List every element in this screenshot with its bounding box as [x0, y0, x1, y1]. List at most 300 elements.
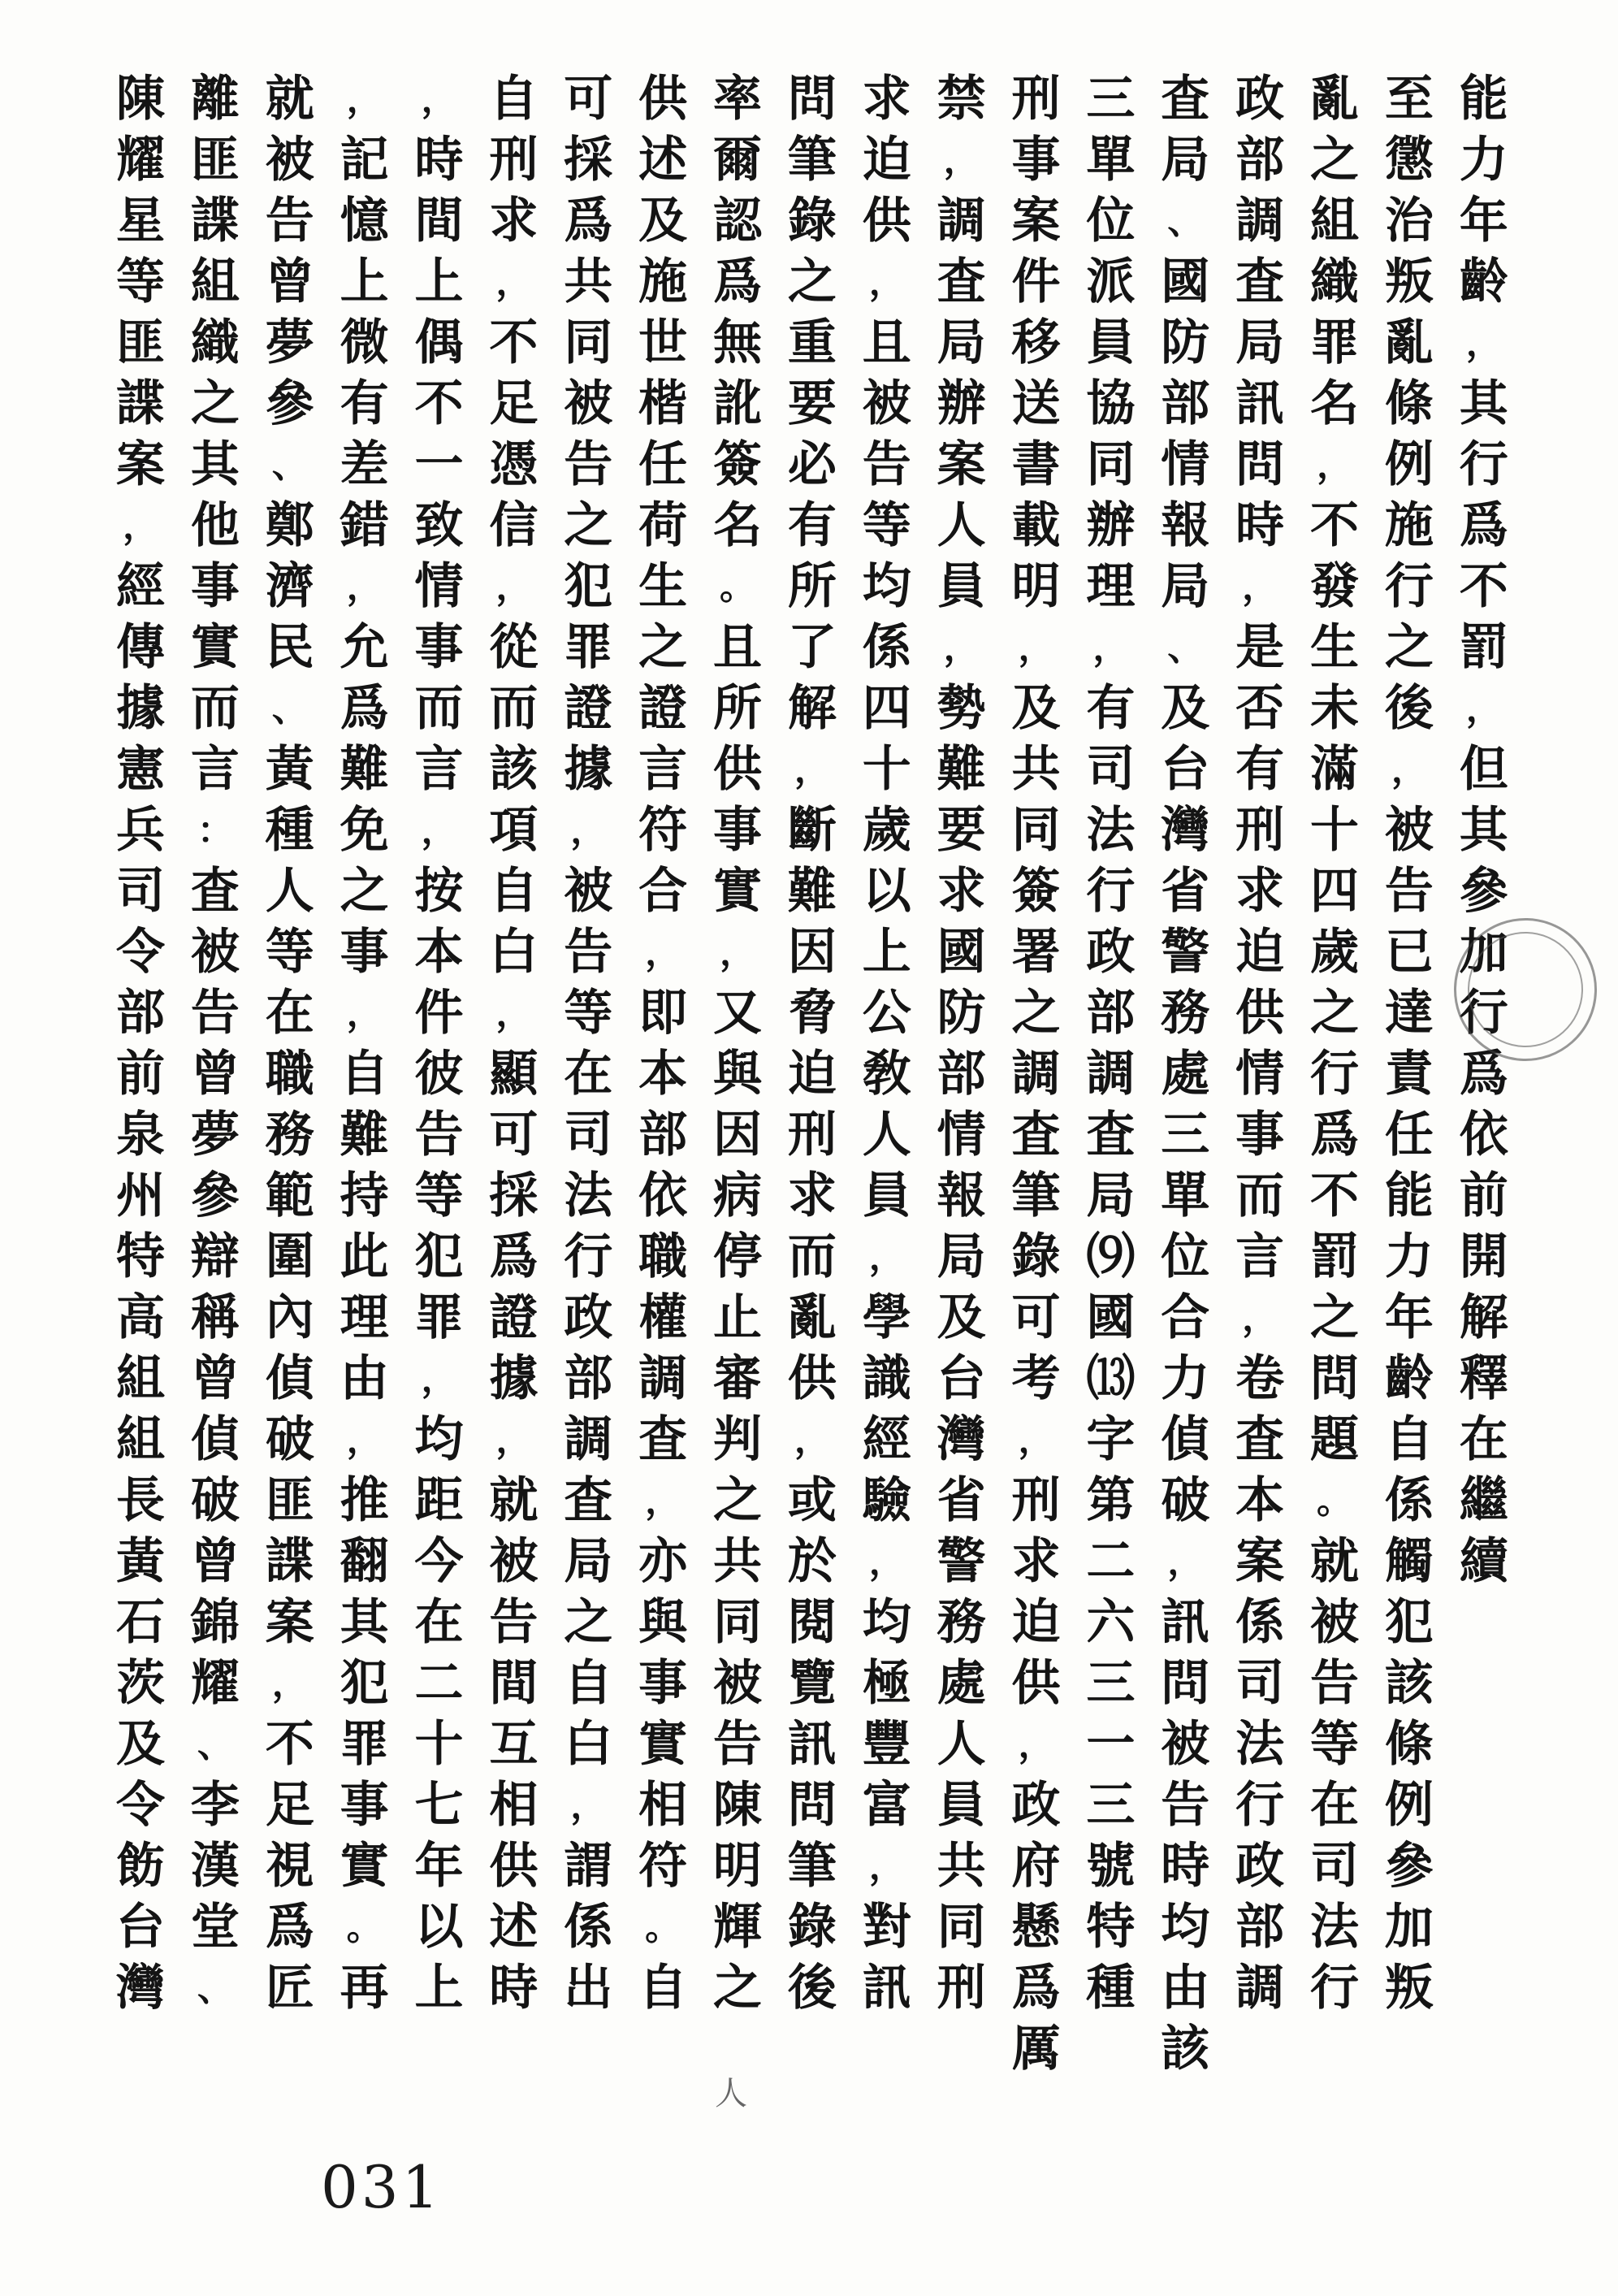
- glyph: 可: [1011, 1289, 1061, 1346]
- glyph: 後: [1384, 680, 1434, 737]
- glyph: 不: [489, 314, 539, 371]
- glyph: 之: [787, 253, 837, 310]
- glyph: 合: [1161, 1289, 1210, 1346]
- glyph: 組: [116, 1411, 165, 1468]
- glyph: 參: [1384, 1838, 1434, 1895]
- glyph: 耀: [190, 1655, 240, 1712]
- glyph: 之: [1310, 985, 1359, 1042]
- glyph: 而: [787, 1228, 837, 1285]
- glyph: 夢: [190, 1107, 240, 1163]
- glyph: 等: [116, 253, 165, 310]
- glyph: 在: [414, 1594, 464, 1651]
- glyph: 實: [713, 863, 762, 920]
- glyph: ⑼: [1086, 1228, 1136, 1285]
- glyph: 告: [489, 1594, 539, 1651]
- glyph: 審: [713, 1350, 762, 1407]
- glyph: 局: [1161, 558, 1210, 615]
- glyph: ，: [1465, 323, 1502, 364]
- glyph: 法: [1086, 802, 1136, 859]
- glyph: 實: [190, 619, 240, 676]
- glyph: 彼: [414, 1046, 464, 1103]
- glyph: 再: [340, 1960, 389, 2017]
- glyph: 顯: [489, 1046, 539, 1103]
- glyph: 査: [1235, 253, 1285, 310]
- glyph: 滿: [1310, 741, 1359, 798]
- text-column: [561, 69, 615, 2019]
- glyph: 之: [713, 1472, 762, 1529]
- glyph: 敎: [862, 1046, 911, 1103]
- glyph: 發: [1310, 558, 1359, 615]
- glyph: 台: [116, 1899, 165, 1956]
- glyph: 、: [271, 688, 308, 730]
- glyph: 上: [414, 1960, 464, 2017]
- glyph: 載: [1011, 497, 1061, 554]
- glyph: 府: [1011, 1838, 1061, 1895]
- glyph: 長: [116, 1472, 165, 1529]
- glyph: 特: [116, 1228, 165, 1285]
- glyph: 亦: [638, 1533, 688, 1590]
- glyph: 被: [1384, 802, 1434, 859]
- glyph: 本: [638, 1046, 688, 1103]
- glyph: 偵: [265, 1350, 314, 1407]
- glyph: 其: [190, 436, 240, 493]
- glyph: 耀: [116, 132, 165, 188]
- glyph: 不: [414, 375, 464, 432]
- glyph: ，: [645, 932, 681, 973]
- text-column: [860, 69, 914, 2019]
- glyph: 自: [564, 1655, 613, 1712]
- glyph: 被: [713, 1655, 762, 1712]
- glyph: 政: [1011, 1777, 1061, 1834]
- glyph: 李: [190, 1777, 240, 1834]
- glyph: 局: [1235, 314, 1285, 371]
- glyph: 齡: [1384, 1350, 1434, 1407]
- glyph: 案: [116, 436, 165, 493]
- glyph: ，: [943, 627, 980, 669]
- glyph: 由: [1161, 1960, 1210, 2017]
- glyph: 力: [1161, 1350, 1210, 1407]
- glyph: 參: [1459, 863, 1508, 920]
- glyph: 據: [564, 741, 613, 798]
- glyph: 續: [1459, 1533, 1508, 1590]
- glyph: 年: [1459, 193, 1508, 249]
- glyph: ，: [1465, 688, 1502, 730]
- glyph: 據: [489, 1350, 539, 1407]
- glyph: 爲: [1459, 497, 1508, 554]
- glyph: 台: [1161, 741, 1210, 798]
- glyph: 據: [116, 680, 165, 737]
- glyph: 二: [414, 1655, 464, 1712]
- glyph: 於: [787, 1533, 837, 1590]
- glyph: 而: [190, 680, 240, 737]
- glyph: ，: [1018, 627, 1054, 669]
- glyph: 辦: [937, 375, 986, 432]
- glyph: 識: [862, 1350, 911, 1407]
- glyph: 案: [1235, 1533, 1285, 1590]
- glyph: ，: [1092, 627, 1129, 669]
- page-number: 031: [321, 2153, 443, 2221]
- glyph: 鄭: [265, 497, 314, 554]
- glyph: 派: [1086, 253, 1136, 310]
- glyph: 及: [1161, 680, 1210, 737]
- glyph: 時: [1161, 1838, 1210, 1895]
- glyph: 組: [1310, 193, 1359, 249]
- glyph: 在: [265, 985, 314, 1042]
- glyph: 人: [862, 1107, 911, 1163]
- glyph: 按: [414, 863, 464, 920]
- glyph: 要: [937, 802, 986, 859]
- glyph: ，: [720, 932, 755, 973]
- glyph: 富: [862, 1777, 911, 1834]
- glyph: 圍: [265, 1228, 314, 1285]
- glyph: 而: [414, 680, 464, 737]
- glyph: 事: [638, 1655, 688, 1712]
- glyph: 亂: [1384, 314, 1434, 371]
- glyph: 共: [713, 1533, 762, 1590]
- glyph: 亂: [1310, 71, 1359, 128]
- glyph: 四: [862, 680, 911, 737]
- glyph: 荷: [638, 497, 688, 554]
- text-column: [711, 69, 764, 2019]
- glyph: 時: [414, 132, 464, 188]
- glyph: 上: [862, 924, 911, 981]
- glyph: 閱: [787, 1594, 837, 1651]
- glyph: 飭: [116, 1838, 165, 1895]
- glyph: 可: [564, 71, 613, 128]
- glyph: 否: [1235, 680, 1285, 737]
- glyph: 。: [720, 566, 755, 608]
- glyph: 求: [489, 193, 539, 249]
- glyph: 厲: [1011, 2021, 1061, 2077]
- glyph: 告: [1384, 863, 1434, 920]
- glyph: 之: [1384, 619, 1434, 676]
- glyph: 記: [340, 132, 389, 188]
- glyph: 告: [190, 985, 240, 1042]
- text-column: [785, 69, 839, 2019]
- glyph: 灣: [116, 1960, 165, 2017]
- text-column: [1308, 69, 1361, 2019]
- glyph: 歲: [1310, 924, 1359, 981]
- glyph: 令: [116, 924, 165, 981]
- glyph: 係: [564, 1899, 613, 1956]
- glyph: 之: [340, 863, 389, 920]
- glyph: 權: [638, 1289, 688, 1346]
- glyph: 與: [638, 1594, 688, 1651]
- glyph: 不: [1310, 497, 1359, 554]
- glyph: 特: [1086, 1899, 1136, 1956]
- glyph: 同: [713, 1594, 762, 1651]
- glyph: 自: [1384, 1411, 1434, 1468]
- text-column: [1382, 69, 1436, 2019]
- glyph: 査: [1235, 1411, 1285, 1468]
- glyph: ，: [868, 1846, 905, 1887]
- glyph: 人: [937, 1716, 986, 1773]
- glyph: 自: [638, 1960, 688, 2017]
- glyph: 叛: [1384, 253, 1434, 310]
- glyph: 釋: [1459, 1350, 1508, 1407]
- glyph: 部: [116, 985, 165, 1042]
- glyph: 能: [1384, 1167, 1434, 1224]
- glyph: 等: [265, 924, 314, 981]
- glyph: 警: [1161, 924, 1210, 981]
- glyph: 件: [414, 985, 464, 1042]
- text-column: [1457, 69, 1511, 1592]
- glyph: 卷: [1235, 1350, 1285, 1407]
- glyph: ，: [495, 993, 532, 1034]
- glyph: 一: [414, 436, 464, 493]
- glyph: 年: [1384, 1289, 1434, 1346]
- glyph: 要: [787, 375, 837, 432]
- glyph: 了: [787, 619, 837, 676]
- glyph: 以: [414, 1899, 464, 1956]
- glyph: 名: [713, 497, 762, 554]
- glyph: 爲: [564, 193, 613, 249]
- glyph: 國: [1086, 1289, 1136, 1346]
- glyph: 參: [190, 1167, 240, 1224]
- glyph: 筆: [1011, 1167, 1061, 1224]
- glyph: 達: [1384, 985, 1434, 1042]
- glyph: 爲: [1459, 1046, 1508, 1103]
- glyph: 等: [1310, 1716, 1359, 1773]
- glyph: 行: [1310, 1960, 1359, 2017]
- glyph: 難: [787, 863, 837, 920]
- glyph: ，: [868, 1541, 905, 1583]
- glyph: 推: [340, 1472, 389, 1529]
- glyph: ，: [495, 1419, 532, 1461]
- glyph: 訊: [862, 1960, 911, 2017]
- glyph: 等: [862, 497, 911, 554]
- glyph: 之: [713, 1960, 762, 2017]
- glyph: 不: [265, 1716, 314, 1773]
- glyph: 刑: [1235, 802, 1285, 859]
- glyph: 求: [862, 71, 911, 128]
- glyph: 司: [1310, 1838, 1359, 1895]
- glyph: 調: [638, 1350, 688, 1407]
- glyph: 、: [271, 444, 308, 486]
- glyph: 理: [1086, 558, 1136, 615]
- text-column: [114, 69, 167, 2019]
- glyph: 由: [340, 1350, 389, 1407]
- glyph: 局: [564, 1533, 613, 1590]
- vertical-text-block: [114, 69, 1511, 2077]
- glyph: 迫: [1235, 924, 1285, 981]
- glyph: 持: [340, 1167, 389, 1224]
- glyph: 採: [489, 1167, 539, 1224]
- glyph: 情: [414, 558, 464, 615]
- glyph: 陳: [713, 1777, 762, 1834]
- glyph: 兵: [116, 802, 165, 859]
- glyph: 允: [340, 619, 389, 676]
- glyph: 且: [862, 314, 911, 371]
- glyph: 部: [937, 1046, 986, 1103]
- glyph: 無: [713, 314, 762, 371]
- glyph: 訊: [787, 1716, 837, 1773]
- glyph: 曾: [190, 1046, 240, 1103]
- glyph: ，: [1242, 1297, 1278, 1339]
- glyph: 被: [489, 1533, 539, 1590]
- glyph: 視: [265, 1838, 314, 1895]
- glyph: 同: [564, 314, 613, 371]
- glyph: 調: [1235, 1960, 1285, 2017]
- glyph: 行: [1086, 863, 1136, 920]
- glyph: 經: [116, 558, 165, 615]
- glyph: 査: [638, 1411, 688, 1468]
- glyph: 事: [414, 619, 464, 676]
- glyph: 辯: [190, 1228, 240, 1285]
- glyph: 加: [1384, 1899, 1434, 1956]
- glyph: 員: [1086, 314, 1136, 371]
- glyph: 匪: [116, 314, 165, 371]
- glyph: 施: [638, 253, 688, 310]
- text-column: [1010, 69, 1063, 2080]
- glyph: 訛: [713, 375, 762, 432]
- glyph: 被: [564, 863, 613, 920]
- glyph: 諜: [116, 375, 165, 432]
- glyph: 覽: [787, 1655, 837, 1712]
- glyph: 言: [638, 741, 688, 798]
- glyph: 供: [489, 1838, 539, 1895]
- glyph: 第: [1086, 1472, 1136, 1529]
- glyph: 迫: [862, 132, 911, 188]
- glyph: 十: [1310, 802, 1359, 859]
- glyph: 司: [564, 1107, 613, 1163]
- glyph: 自: [340, 1046, 389, 1103]
- glyph: 難: [340, 1107, 389, 1163]
- glyph: 言: [414, 741, 464, 798]
- glyph: 報: [1161, 497, 1210, 554]
- glyph: 與: [713, 1046, 762, 1103]
- glyph: 之: [190, 375, 240, 432]
- glyph: 茨: [116, 1655, 165, 1712]
- glyph: 破: [190, 1472, 240, 1529]
- glyph: 之: [638, 619, 688, 676]
- glyph: 且: [713, 619, 762, 676]
- glyph: 內: [265, 1289, 314, 1346]
- glyph: 三: [1086, 1655, 1136, 1712]
- glyph: ，: [868, 1237, 905, 1278]
- glyph: 報: [937, 1167, 986, 1224]
- glyph: 前: [1459, 1167, 1508, 1224]
- glyph: 罪: [414, 1289, 464, 1346]
- glyph: 省: [937, 1472, 986, 1529]
- glyph: 及: [937, 1289, 986, 1346]
- glyph: 從: [489, 619, 539, 676]
- glyph: 被: [190, 924, 240, 981]
- glyph: 此: [340, 1228, 389, 1285]
- text-column: [487, 69, 540, 2019]
- glyph: 亂: [787, 1289, 837, 1346]
- glyph: 述: [489, 1899, 539, 1956]
- glyph: 脅: [787, 985, 837, 1042]
- glyph: 訊: [1161, 1594, 1210, 1651]
- glyph: 本: [1235, 1472, 1285, 1529]
- glyph: 告: [265, 193, 314, 249]
- glyph: 因: [787, 924, 837, 981]
- glyph: 査: [1086, 1107, 1136, 1163]
- glyph: 單: [1161, 1167, 1210, 1224]
- glyph: 供: [862, 193, 911, 249]
- glyph: 範: [265, 1167, 314, 1224]
- glyph: 傳: [116, 619, 165, 676]
- glyph: 足: [265, 1777, 314, 1834]
- glyph: 行: [1459, 985, 1508, 1042]
- glyph: 同: [1011, 802, 1061, 859]
- glyph: 司: [1235, 1655, 1285, 1712]
- glyph: 事: [1011, 132, 1061, 188]
- glyph: 爲: [1310, 1107, 1359, 1163]
- glyph: 在: [564, 1046, 613, 1103]
- glyph: 距: [414, 1472, 464, 1529]
- glyph: 斷: [787, 802, 837, 859]
- glyph: 本: [414, 924, 464, 981]
- glyph: 實: [638, 1716, 688, 1773]
- glyph: 等: [564, 985, 613, 1042]
- glyph: 任: [638, 436, 688, 493]
- glyph: 豐: [862, 1716, 911, 1773]
- glyph: 泉: [116, 1107, 165, 1163]
- glyph: 爲: [340, 680, 389, 737]
- glyph: ，: [346, 993, 383, 1034]
- glyph: 罰: [1459, 619, 1508, 676]
- glyph: 告: [414, 1107, 464, 1163]
- glyph: 之: [1310, 1289, 1359, 1346]
- glyph: ，: [1391, 749, 1427, 791]
- glyph: 問: [787, 1777, 837, 1834]
- glyph: 字: [1086, 1411, 1136, 1468]
- glyph: 必: [787, 436, 837, 493]
- glyph: 有: [1235, 741, 1285, 798]
- glyph: 罪: [340, 1716, 389, 1773]
- glyph: 政: [564, 1289, 613, 1346]
- glyph: 言: [190, 741, 240, 798]
- glyph: 繼: [1459, 1472, 1508, 1529]
- glyph: 爲: [1011, 1960, 1061, 2017]
- glyph: 錄: [787, 193, 837, 249]
- glyph: 係: [862, 619, 911, 676]
- glyph: 、: [197, 1724, 233, 1765]
- glyph: 任: [1384, 1107, 1434, 1163]
- glyph: 同: [1086, 436, 1136, 493]
- glyph: ，: [570, 1785, 607, 1826]
- glyph: 員: [937, 1777, 986, 1834]
- glyph: 濟: [265, 558, 314, 615]
- glyph: 時: [1235, 497, 1285, 554]
- glyph: 犯: [340, 1655, 389, 1712]
- glyph: 漢: [190, 1838, 240, 1895]
- glyph: ，: [1018, 1724, 1054, 1765]
- glyph: 是: [1235, 619, 1285, 676]
- glyph: ，: [570, 810, 607, 851]
- glyph: 判: [713, 1411, 762, 1468]
- glyph: 組: [190, 253, 240, 310]
- glyph: ，: [346, 79, 383, 120]
- glyph: 生: [638, 558, 688, 615]
- glyph: 行: [1235, 1777, 1285, 1834]
- glyph: 之: [1310, 132, 1359, 188]
- glyph: 之: [564, 497, 613, 554]
- glyph: 間: [489, 1655, 539, 1712]
- glyph: 犯: [414, 1228, 464, 1285]
- glyph: 求: [937, 863, 986, 920]
- glyph: 難: [937, 741, 986, 798]
- glyph: 信: [489, 497, 539, 554]
- glyph: 而: [1235, 1167, 1285, 1224]
- glyph: 驗: [862, 1472, 911, 1529]
- glyph: 憶: [340, 193, 389, 249]
- glyph: 事: [1235, 1107, 1285, 1163]
- glyph: 在: [1310, 1777, 1359, 1834]
- glyph: 案: [937, 436, 986, 493]
